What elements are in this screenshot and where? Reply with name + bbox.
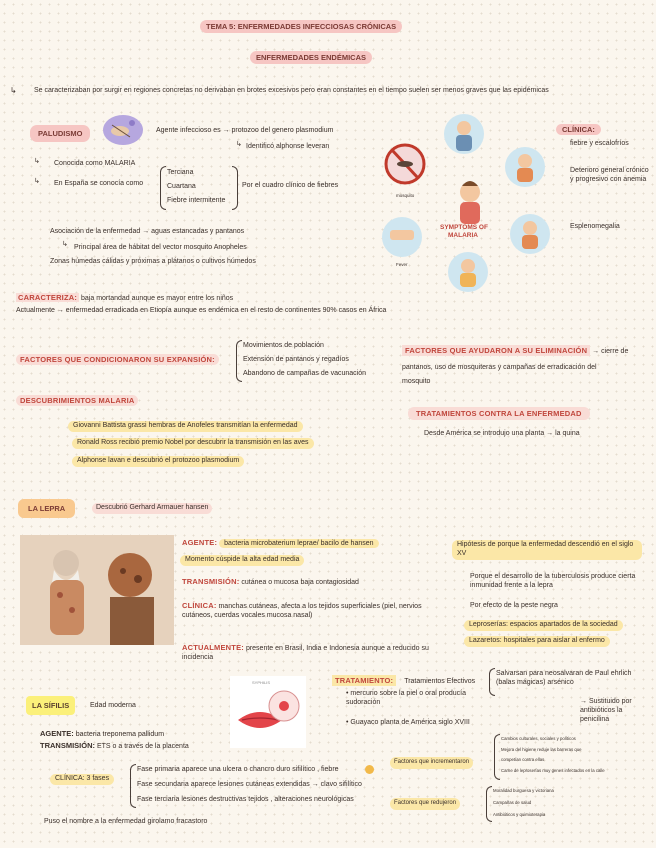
incrementaron-item: Cambios culturales, sociales y políticos	[501, 736, 576, 741]
symptoms-subtitle: MALARIA	[448, 232, 478, 239]
tratamiento-text: mercurio sobre la piel o oral producía sudoración	[346, 690, 466, 706]
sustituido-text: → Sustituido por antibióticos la penicilina	[580, 698, 632, 723]
lepra-transmision-line	[182, 577, 359, 588]
paludismo-actualmente: Actualmente → enfermedad erradicada en Etiopía aunque es endémica en el resto de continentes 90% casos en África	[16, 307, 387, 314]
descubrimiento-item: Giovanni Battista grassi hembras de Anofeles transmitían la enfermedad	[68, 421, 303, 432]
lepra-clinica-line	[182, 601, 447, 621]
paludismo-label: PALUDISMO	[30, 125, 90, 142]
incrementaron-label: Factores que incrementaron	[390, 757, 473, 769]
clinica-item: fiebre y escalofríos	[570, 140, 629, 147]
hipotesis-item: Por efecto de la peste negra	[470, 602, 558, 609]
tratamiento-line	[332, 676, 475, 687]
sifilis-transmision-label: TRANSMISIÓN:	[40, 741, 95, 750]
tratamientos-malaria-label: TRATAMIENTOS CONTRA LA ENFERMEDAD	[408, 407, 590, 420]
caracteriza-line	[16, 293, 233, 304]
intro-text: Se caracterizaban por surgir en regiones concretas no derivaban en brotes excesivos pero eran constantes en el tiempo suelen ser menos graves que las epidémicas	[34, 87, 549, 94]
paludismo-espana: En España se conocía como	[54, 180, 144, 187]
img-label-mosquito: mosquito	[396, 193, 415, 198]
clinica-label: CLÍNICA:	[556, 124, 601, 135]
fase-item: Fase secundaria aparece lesiones cutáneas extendidas → clavo sifilítico	[137, 781, 362, 788]
expansion-item: Movimientos de población	[243, 342, 324, 349]
sifilis-edad: Edad moderna	[90, 702, 136, 709]
descubrimientos-label: DESCUBRIMIENTOS MALARIA	[16, 395, 138, 406]
clinica-item: Deterioro general crónico y progresivo con anemia	[570, 167, 649, 183]
arrow-icon: ↳	[34, 158, 40, 165]
sifilis-agente: bacteria treponema pallidum	[75, 731, 165, 738]
lepra-label: LA LEPRA	[18, 499, 75, 518]
descubrimiento-item: Alphonse lavan e descubrió el protozoo plasmodium	[72, 456, 244, 467]
sifilis-agente-label: AGENTE:	[40, 729, 74, 738]
lepra-actualmente: presente en Brasil, India e Indonesia aunque a reducido su incidencia	[182, 645, 429, 661]
salvarsan-text: Salvarsan para neosalvaran de Paul ehrlich (balas mágicas) arsénico	[496, 670, 632, 686]
paludismo-asociacion: Asociación de la enfermedad → aguas estancadas y pantanos	[50, 228, 245, 235]
fase-item: Fase terciaria lesiones destructivas tejidos , alteraciones neurológicas	[137, 796, 354, 803]
tratamiento-item: • mercurio sobre la piel o oral producía sudoración	[346, 690, 466, 706]
lazaretos-line	[464, 636, 610, 647]
mosquito-badge-icon	[98, 113, 144, 147]
lepra-momento: Momento cúspide la alta edad media	[180, 555, 304, 566]
tipo-fiebre: Fiebre intermitente	[167, 197, 226, 204]
page-title: TEMA 5: ENFERMEDADES INFECCIOSAS CRÓNICAS	[200, 20, 402, 33]
tratamiento-label: TRATAMIENTO:	[332, 675, 396, 686]
factores-eliminacion	[402, 346, 650, 357]
eliminacion-text: mosquito	[402, 378, 431, 385]
arrow-icon: ↳	[34, 178, 40, 185]
lepra-clinica-label: CLÍNICA:	[182, 601, 217, 610]
hipotesis-item: Porque el desarrollo de la tuberculosis produce cierta inmunidad frente a la lepra	[470, 573, 636, 589]
eliminacion-text: pantanos, uso de mosquiteras y campañas de erradicación del	[402, 364, 597, 371]
clinica-item: Esplenomegalia	[570, 223, 620, 230]
page-subtitle: ENFERMEDADES ENDÉMICAS	[250, 51, 372, 64]
factores-expansion-label: FACTORES QUE CONDICIONARON SU EXPANSIÓN:	[16, 354, 219, 365]
lepra-actualmente-line	[182, 643, 452, 663]
emoji-icon	[365, 765, 374, 774]
leproserias-label: Leproserías:	[469, 621, 508, 628]
img-label-fever: Fever	[396, 262, 408, 267]
lepra-transmision: cutánea o mucosa baja contagiosidad	[241, 579, 359, 586]
lepra-agente-line	[182, 538, 379, 549]
arrow-icon: ↳	[62, 241, 68, 248]
arrow-icon: ↳	[10, 86, 17, 95]
incrementaron-item: Carne de leproserías muy genes infectados en la calle	[501, 768, 605, 773]
incrementaron-item: competían contra ellas	[501, 757, 545, 762]
sifilis-agente-line	[40, 729, 164, 740]
paludismo-identifico: Identificó alphonse leveran	[246, 143, 330, 150]
symptoms-title: SYMPTOMS OF	[440, 224, 488, 231]
tratamientos-malaria-text: Desde América se introdujo una planta → la quina	[424, 430, 580, 437]
factores-eliminacion-label: FACTORES QUE AYUDARON A SU ELIMINACIÓN	[402, 345, 590, 356]
sifilis-puso: Puso el nombre a la enfermedad girolamo fracastoro	[44, 818, 208, 825]
lepra-agente-label: AGENTE:	[182, 538, 218, 547]
arrow-icon: ↳	[236, 141, 242, 148]
tratamiento-item: • Guayaco planta de América siglo XVIII	[346, 719, 470, 726]
malaria-symptoms-illustration	[380, 112, 560, 297]
tratamiento-intro: Tratamientos Efectivos	[404, 678, 476, 685]
lepra-clinica: manchas cutáneas, afecta a los tejidos superficiales (piel, nervios cutáneos, cuerdas vocales mucosa nasal)	[182, 603, 422, 619]
caracteriza-label: CARACTERIZA:	[18, 293, 78, 302]
sifilis-transmision: ETS o a través de la placenta	[96, 743, 189, 750]
lepra-transmision-label: TRANSMISIÓN:	[182, 577, 240, 586]
expansion-item: Abandono de campañas de vacunación	[243, 370, 366, 377]
incrementaron-item: Mejora del higiene reduje las barreras que	[501, 747, 582, 752]
paludismo-habitat: Principal área de hábitat del vector mosquito Anopheles	[74, 244, 247, 251]
sifilis-label: LA SÍFILIS	[26, 696, 75, 715]
lazaretos-label: Lazaretos:	[469, 637, 502, 644]
lepra-descubrio: Descubrió Gerhard Armauer hansen	[92, 503, 212, 514]
sifilis-clinica-label: CLÍNICA: 3 fases	[50, 774, 114, 785]
redujeron-item: Moralidad burguesa y victoriana	[493, 788, 554, 793]
lepra-hipotesis: Hipótesis de porque la enfermedad descendió en el siglo XV	[452, 540, 642, 560]
descubrimiento-item: Ronald Ross recibió premio Nobel por descubrir la transmisión en las aves	[72, 438, 314, 449]
eliminacion-text: → cierre de	[592, 348, 629, 355]
syphilis-img-label: SYPHILIS	[252, 680, 271, 685]
sifilis-transmision-line	[40, 741, 189, 752]
caracteriza-text: baja mortandad aunque es mayor entre los niños	[81, 295, 234, 302]
expansion-item: Extensión de pantanos y regadíos	[243, 356, 349, 363]
paludismo-por-cuadro: Por el cuadro clínico de fiebres	[242, 182, 339, 189]
paludismo-zonas: Zonas húmedas cálidas y próximas a plátanos o cultivos húmedos	[50, 258, 256, 265]
tipo-terciana: Terciana	[167, 169, 194, 176]
lepra-actualmente-label: ACTUALMENTE:	[182, 643, 244, 652]
redujeron-item: Campañas de salud	[493, 800, 532, 805]
paludismo-agente: Agente infeccioso es → protozoo del genero plasmodium	[156, 127, 334, 134]
paludismo-conocida: Conocida como MALARIA	[54, 160, 136, 167]
lepra-photo	[20, 535, 174, 645]
redujeron-label: Factores que redujeron	[390, 798, 460, 810]
redujeron-item: Antibióticos y quimioterapia	[493, 812, 546, 817]
tipo-cuartana: Cuartana	[167, 183, 196, 190]
lazaretos-text: hospitales para aislar al enfermo	[503, 637, 605, 644]
syphilis-illustration	[230, 676, 306, 748]
leproserias-line	[464, 620, 623, 631]
lepra-agente: bacteria microbaterium leprae/ bacilo de hansen	[219, 539, 378, 548]
fase-item: Fase primaria aparece una ulcera o chancro duro sifilítico , fiebre	[137, 766, 339, 773]
tratamiento-text: Guayaco planta de América siglo XVIII	[350, 719, 470, 726]
leproserias-text: espacios apartados de la sociedad	[509, 621, 618, 628]
